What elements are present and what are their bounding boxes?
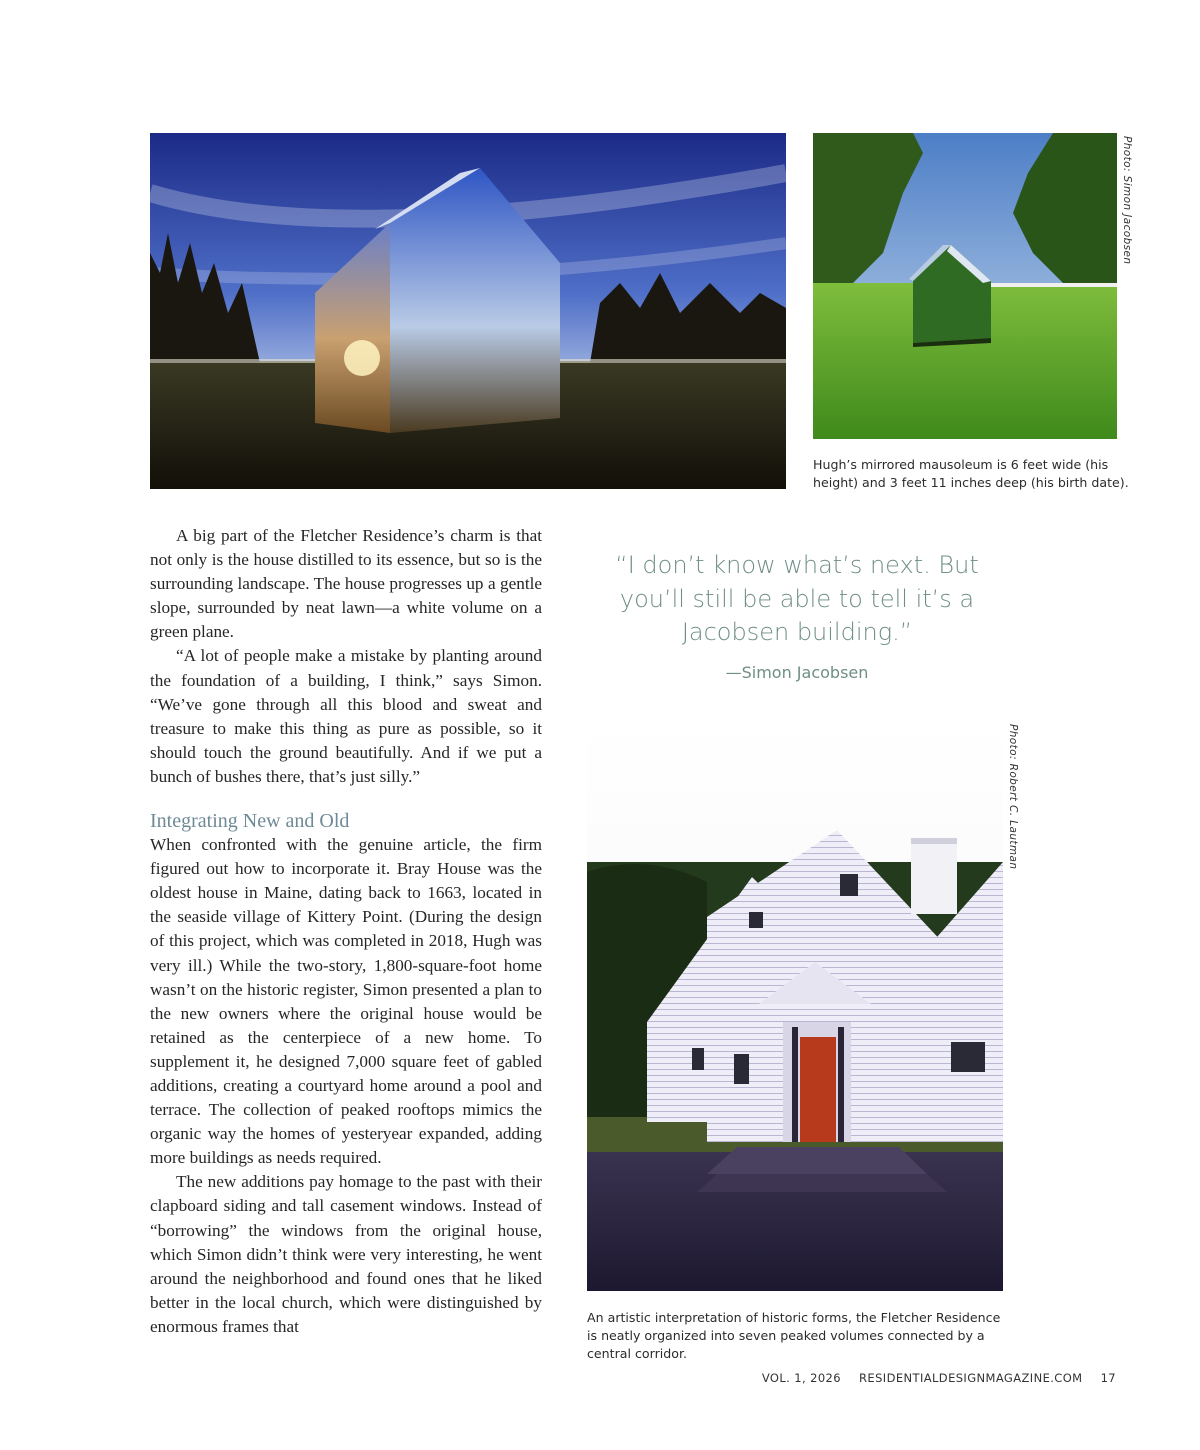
fletcher-residence-photo — [587, 722, 1003, 1291]
pull-quote-attribution: —Simon Jacobsen — [725, 662, 869, 682]
footer-site: RESIDENTIALDESIGNMAGAZINE.COM — [859, 1371, 1083, 1385]
mirrored-house-sunset-photo — [150, 133, 786, 489]
article-paragraph-4: The new additions pay homage to the past with their clapboard siding and tall casement windows. Instead of “borrowing” the windows from the original house, which Simon didn’t think were very interesting, he went around the neighborhood and found ones that he liked better in the local church, which were distinguished by enormous frames that — [150, 1172, 542, 1336]
pull-quote-text: “I don’t know what’s next. But you’ll still be able to tell it’s a Jacobsen building.” — [615, 551, 979, 646]
article-paragraph-2: “A lot of people make a mistake by planting around the foundation of a building, I think,” says Simon. “We’ve gone through all this blood and sweat and treasure to make this thing as pure as possible, so it should touch the ground beautifully. And if we put a bunch of bushes there, that’s just silly.” — [150, 646, 542, 786]
fletcher-caption: An artistic interpretation of historic forms, the Fletcher Residence is neatly organized into seven peaked volumes connected by a central corridor. — [587, 1310, 1001, 1361]
mausoleum-caption: Hugh’s mirrored mausoleum is 6 feet wide (his height) and 3 feet 11 inches deep (his birth date). — [813, 457, 1129, 490]
article-paragraph-3: When confronted with the genuine article, the firm figured out how to incorporate it. Bray House was the oldest house in Maine, dating back to 1663, located in the seaside village of Kittery Point. (During the design of this project, which was completed in 2018, Hugh was very ill.) While the two-story, 1,800-square-foot home wasn’t on the historic register, Simon presented a plan to the new owners where the original house would be retained as the centerpiece of a new home. To supplement it, he designed 7,000 square feet of gabled additions, creating a courtyard home around a pool and terrace. The collection of peaked rooftops mimics the organic way the homes of yesteryear expanded, adding more buildings as needs required. — [150, 835, 542, 1168]
article-body — [150, 524, 542, 1339]
pull-quote — [592, 549, 1002, 684]
mausoleum-lawn-photo — [813, 133, 1117, 439]
page-footer — [748, 1371, 1116, 1385]
footer-volume: VOL. 1, 2026 — [761, 1371, 841, 1385]
section-subhead: Integrating New and Old — [150, 810, 350, 833]
photo-credit-fletcher: Photo: Robert C. Lautman — [1007, 724, 1019, 870]
photo-credit-mausoleum: Photo: Simon Jacobsen — [1121, 136, 1133, 265]
page-number: 17 — [1100, 1371, 1116, 1385]
article-paragraph-1: A big part of the Fletcher Residence’s charm is that not only is the house distilled to its essence, but so is the surrounding landscape. The house progresses up a gentle slope, surrounded by neat lawn—a white volume on a green plane. — [150, 526, 542, 642]
